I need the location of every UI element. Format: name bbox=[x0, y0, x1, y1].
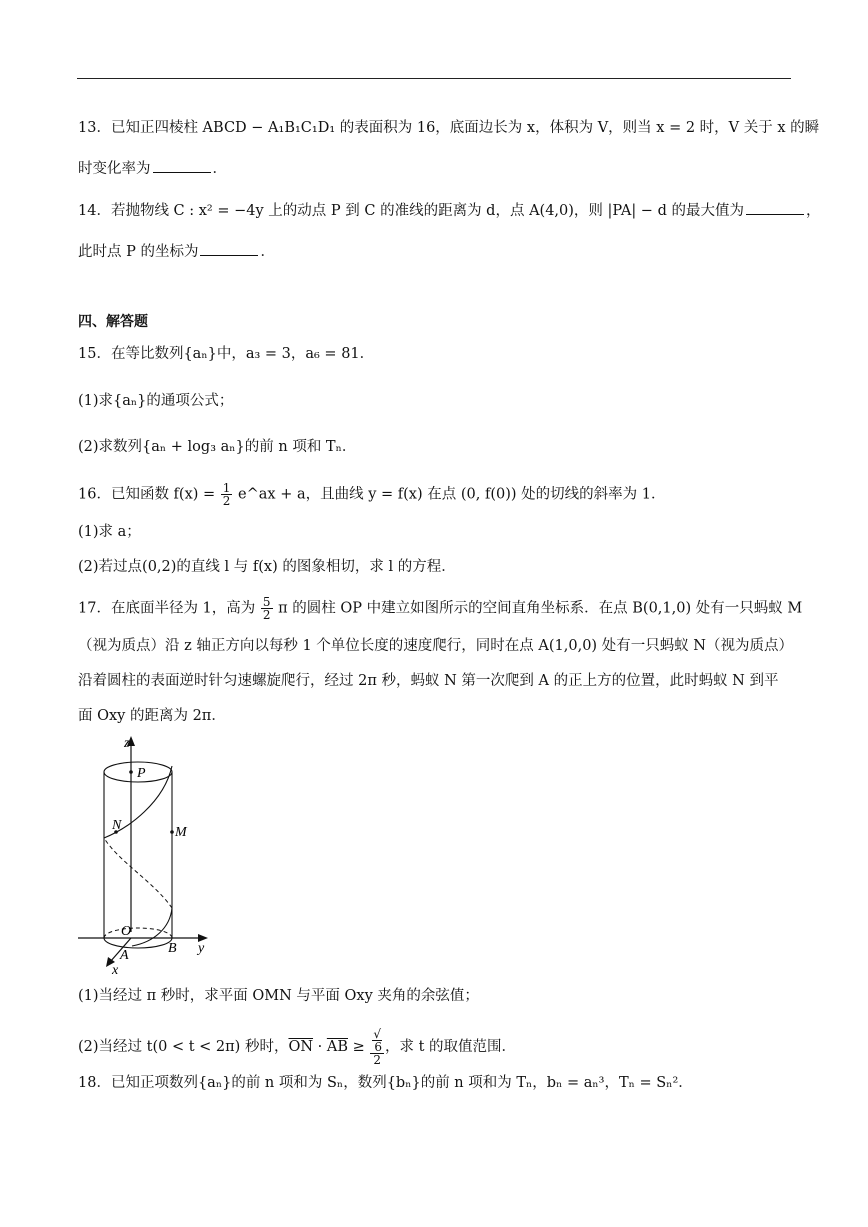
point-M bbox=[170, 830, 174, 834]
section-heading: 四、解答题 bbox=[78, 314, 148, 330]
ge-operator: ≥ bbox=[348, 1039, 370, 1055]
q16-part1: (1)求 a； bbox=[78, 524, 141, 540]
q17-part2-a: (2)当经过 t(0 < t < 2π) 秒时， bbox=[78, 1039, 289, 1055]
q14-line1 bbox=[78, 200, 820, 221]
label-O: O bbox=[121, 924, 132, 939]
label-y: y bbox=[198, 941, 205, 956]
q13-period: ． bbox=[212, 161, 227, 177]
frac-denominator: 2 bbox=[262, 608, 271, 622]
label-A: A bbox=[120, 948, 129, 963]
q14-comma: ， bbox=[805, 203, 821, 219]
q13-line2-text: 时变化率为 bbox=[78, 161, 151, 177]
helix-lower-front bbox=[132, 908, 172, 946]
q14-period: ． bbox=[260, 244, 275, 260]
label-N: N bbox=[112, 818, 122, 833]
header-rule bbox=[77, 78, 791, 79]
sqrt-radicand: 6 bbox=[374, 1040, 383, 1054]
q13-line2 bbox=[78, 158, 227, 179]
frac-denominator: 2 bbox=[373, 1053, 382, 1067]
frac-numerator: 1 bbox=[222, 481, 231, 495]
label-P: P bbox=[137, 766, 146, 781]
q15-stem: 15．在等比数列{aₙ}中，a₃ = 3，a₆ = 81． bbox=[78, 346, 375, 362]
q16-stem-a: 16．已知函数 f(x) = bbox=[78, 486, 216, 503]
dot-operator: · bbox=[313, 1039, 327, 1055]
q17-line4: 面 Oxy 的距离为 2π． bbox=[78, 708, 226, 724]
frac-numerator: √ 6 bbox=[370, 1028, 384, 1054]
q13-line1: 13．已知正四棱柱 ABCD − A₁B₁C₁D₁ 的表面积为 16，底面边长为 x，体积为 V，则当 x = 2 时，V 关于 x 的瞬 bbox=[78, 120, 820, 136]
q16-part2: (2)若过点(0,2)的直线 l 与 f(x) 的图象相切，求 l 的方程． bbox=[78, 559, 456, 575]
q17-fraction bbox=[261, 596, 273, 621]
q17-part2 bbox=[78, 1028, 516, 1066]
label-B: B bbox=[168, 941, 177, 956]
q17-line1-a: 17．在底面半径为 1，高为 bbox=[78, 600, 256, 617]
q17-line3: 沿着圆柱的表面逆时针匀速螺旋爬行，经过 2π 秒，蚂蚁 N 第一次爬到 A 的正上方的位置，此时蚂蚁 N 到平 bbox=[78, 673, 779, 689]
q14-line2 bbox=[78, 241, 275, 262]
q17-part1: (1)当经过 π 秒时，求平面 OMN 与平面 Oxy 夹角的余弦值； bbox=[78, 988, 479, 1004]
vector-AB: $\overline{AB}$ bbox=[326, 1039, 348, 1055]
frac-denominator: 2 bbox=[222, 494, 231, 508]
answer-blank bbox=[200, 241, 258, 256]
q15-part2: (2)求数列{aₙ + log₃ aₙ}的前 n 项和 Tₙ． bbox=[78, 439, 357, 455]
label-x: x bbox=[112, 963, 119, 977]
answer-blank bbox=[153, 158, 211, 173]
q14-line1-text: 14．若抛物线 C : x² = −4y 上的动点 P 到 C 的准线的距离为 d，点 A(4,0)，则 |PA| − d 的最大值为 bbox=[78, 203, 744, 219]
q15-part1: (1)求{aₙ}的通项公式； bbox=[78, 393, 234, 409]
q14-line2-text: 此时点 P 的坐标为 bbox=[78, 244, 199, 260]
q16-stem-b: e^ax + a，且曲线 y = f(x) 在点 (0, f(0)) 处的切线的斜率为 1． bbox=[238, 486, 666, 503]
q17-line1 bbox=[78, 596, 802, 621]
q17-line2: （视为质点）沿 z 轴正方向以每秒 1 个单位长度的速度爬行，同时在点 A(1,0,0) 处有一只蚂蚁 N（视为质点） bbox=[78, 638, 793, 654]
bottom-ellipse-front bbox=[104, 938, 172, 948]
label-M: M bbox=[175, 825, 187, 840]
vector-ON: $\overline{ON}$ bbox=[288, 1039, 314, 1055]
bottom-ellipse-back bbox=[104, 928, 172, 938]
q16-fraction bbox=[221, 482, 233, 507]
label-z: z bbox=[124, 736, 130, 751]
q18-stem: 18．已知正项数列{aₙ}的前 n 项和为 Sₙ，数列{bₙ}的前 n 项和为 Tₙ，bₙ = aₙ³，Tₙ = Sₙ²． bbox=[78, 1075, 693, 1091]
q17-sqrt-fraction bbox=[370, 1028, 384, 1066]
frac-numerator: 5 bbox=[262, 595, 271, 609]
point-P bbox=[129, 770, 133, 774]
q17-part2-b: ，求 t 的取值范围． bbox=[385, 1039, 517, 1055]
helix-back bbox=[104, 838, 172, 908]
q17-line1-b: π 的圆柱 OP 中建立如图所示的空间直角坐标系．在点 B(0,1,0) 处有一只蚂蚁 M bbox=[278, 600, 803, 617]
answer-blank bbox=[746, 200, 804, 215]
cylinder-figure bbox=[74, 732, 224, 977]
q16-stem bbox=[78, 482, 665, 507]
